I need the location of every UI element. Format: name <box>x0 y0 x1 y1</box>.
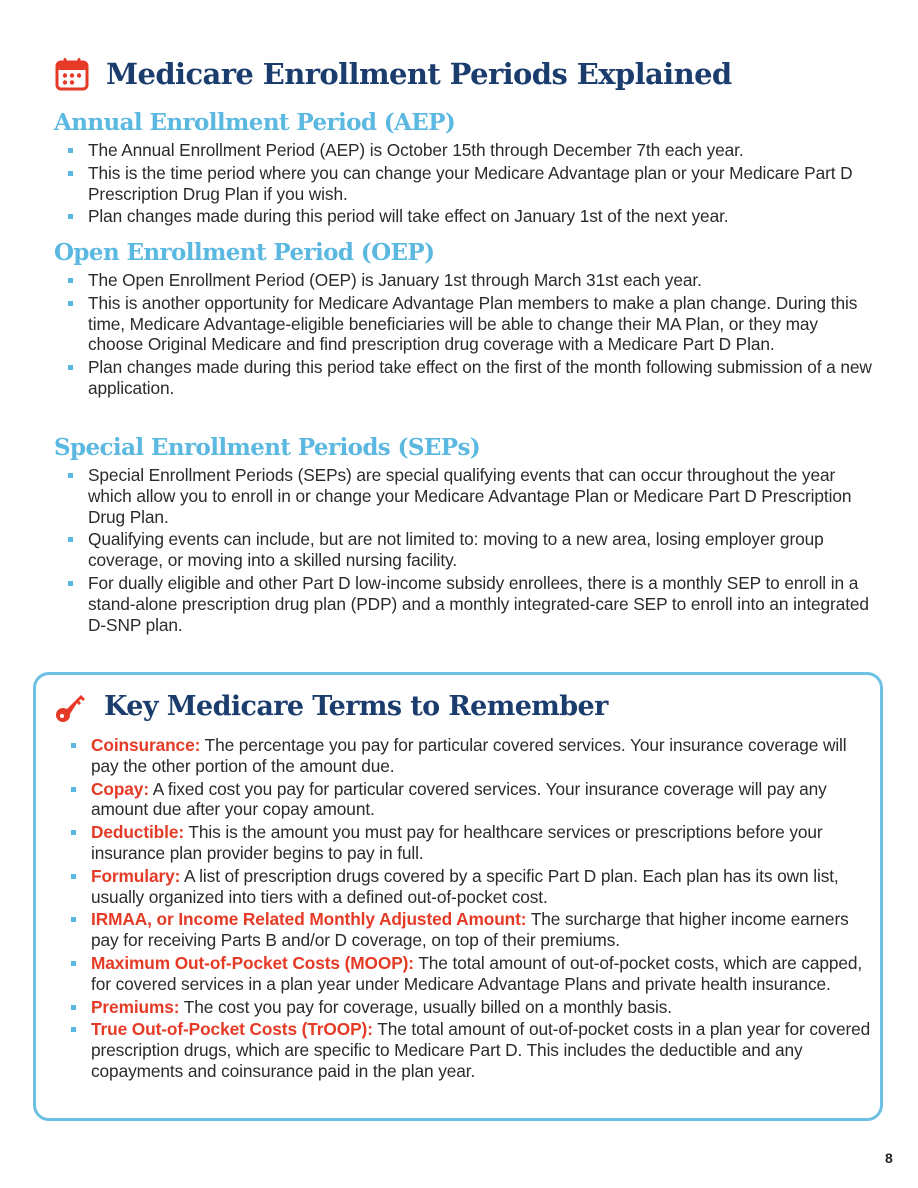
key-terms-header <box>54 689 608 725</box>
section-sep <box>54 433 874 637</box>
term-label: Deductible: <box>91 822 184 843</box>
term-item <box>91 1019 872 1081</box>
calendar-icon <box>54 56 90 92</box>
term-definition: The cost you pay for coverage, usually billed on a monthly basis. <box>179 996 673 1017</box>
list-item: The Annual Enrollment Period (AEP) is October 15th through December 7th each year. <box>88 140 874 161</box>
list-item: Qualifying events can include, but are not limited to: moving to a new area, losing employer group coverage, or moving into a skilled nursing facility. <box>88 529 874 571</box>
page-header <box>54 54 732 94</box>
term-definition: The total amount of out-of-pocket costs, which are capped, for covered services in a plan year under Medicare Advantage Plans and private health insurance. <box>91 952 863 994</box>
list-item: For dually eligible and other Part D low-income subsidy enrollees, there is a monthly SEP to enroll in a stand-alone prescription drug plan (PDP) and a monthly integrated-care SEP to enroll into an integrated D-SNP plan. <box>88 573 874 635</box>
section-aep <box>54 108 874 229</box>
term-label: Coinsurance: <box>91 735 201 755</box>
list-item: Plan changes made during this period take effect on the first of the month following submission of a new application. <box>88 357 874 399</box>
list-item: Special Enrollment Periods (SEPs) are special qualifying events that can occur throughout the year which allow you to enroll in or change your Medicare Advantage Plan or Medicare Part D Prescription Drug Plan. <box>88 465 874 527</box>
list-item: The Open Enrollment Period (OEP) is January 1st through March 31st each year. <box>88 270 874 291</box>
page-title: Medicare Enrollment Periods Explained <box>106 57 732 91</box>
term-definition: A fixed cost you pay for particular covered services. Your insurance coverage will pay any amount due after your copay amount. <box>91 778 827 820</box>
term-label: IRMAA, or Income Related Monthly Adjusted Amount: <box>91 909 527 930</box>
term-item <box>91 997 872 1018</box>
term-item <box>91 779 872 821</box>
term-label: Formulary: <box>91 865 181 886</box>
sep-list <box>54 465 874 635</box>
key-terms-box <box>33 672 883 1121</box>
section-heading-oep: Open Enrollment Period (OEP) <box>54 239 435 266</box>
term-definition: The surcharge that higher income earners pay for receiving Parts B and/or D coverage, on top of their premiums. <box>91 909 849 951</box>
list-item: This is the time period where you can change your Medicare Advantage plan or your Medicare Part D Prescription Drug Plan if you wish. <box>88 163 874 205</box>
term-item <box>91 909 872 951</box>
key-terms-title: Key Medicare Terms to Remember <box>104 691 608 722</box>
term-item <box>91 822 872 864</box>
aep-list <box>54 140 874 227</box>
term-item <box>91 866 872 908</box>
section-heading-aep: Annual Enrollment Period (AEP) <box>54 109 456 136</box>
oep-list <box>54 270 874 399</box>
term-definition: The percentage you pay for particular covered services. Your insurance coverage will pay the other portion of the amount due. <box>91 735 847 776</box>
term-label: True Out-of-Pocket Costs (TrOOP): <box>91 1019 373 1040</box>
term-label: Premiums: <box>91 996 180 1017</box>
section-heading-sep: Special Enrollment Periods (SEPs) <box>54 434 481 461</box>
term-item <box>91 953 872 995</box>
page-number: 8 <box>885 1150 893 1166</box>
key-icon <box>54 690 88 724</box>
term-definition: A list of prescription drugs covered by a specific Part D plan. Each plan has its own list, usually organized into tiers with a defined out-of-pocket cost. <box>91 865 839 907</box>
section-oep <box>54 238 874 401</box>
list-item: Plan changes made during this period will take effect on January 1st of the next year. <box>88 206 874 227</box>
term-definition: The total amount of out-of-pocket costs in a plan year for covered prescription drugs, which are specific to Medicare Part D. This includes the deductible and any copayments and coinsurance paid in the plan year. <box>91 1019 871 1081</box>
term-label: Maximum Out-of-Pocket Costs (MOOP): <box>91 952 414 973</box>
term-item <box>91 735 872 777</box>
term-definition: This is the amount you must pay for healthcare services or prescriptions before your insurance plan provider begins to pay in full. <box>91 822 823 863</box>
key-terms-list <box>57 733 872 1084</box>
term-label: Copay: <box>91 778 149 799</box>
list-item: This is another opportunity for Medicare Advantage Plan members to make a plan change. During this time, Medicare Advantage-eligible beneficiaries will be able to change their MA Plan, or they may choose Original Medicare and find prescription drug coverage with a Medicare Part D Plan. <box>88 293 874 355</box>
